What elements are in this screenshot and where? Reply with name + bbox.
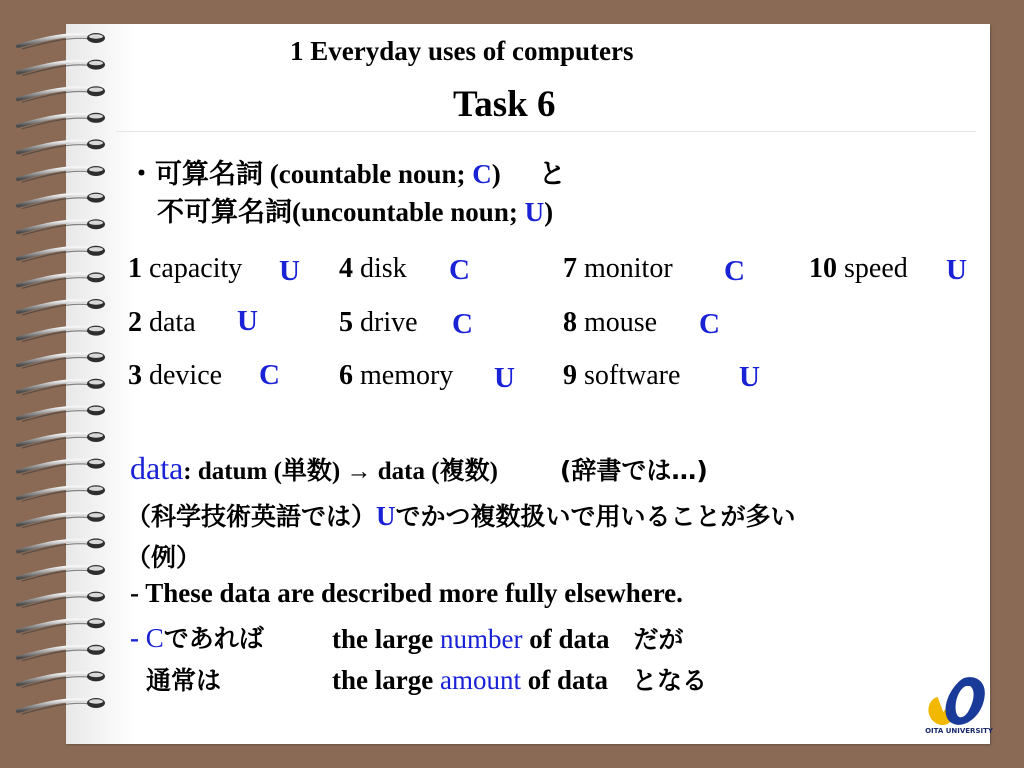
- word-item: [128, 307, 196, 339]
- singular-jp: 単数: [281, 456, 332, 485]
- word-answer: U: [237, 305, 258, 337]
- spiral-binding: [0, 0, 120, 768]
- binding-ring: [18, 326, 105, 342]
- intro-line-2: [157, 190, 553, 229]
- word-text: device: [142, 360, 223, 391]
- binding-ring: [18, 671, 105, 687]
- amount-keyword: amount: [439, 665, 521, 695]
- science-usage-line: [126, 497, 796, 533]
- phrase2-b: of data: [520, 665, 608, 695]
- binding-ring: [18, 698, 105, 714]
- word-number: 6: [339, 360, 353, 391]
- word-number: 2: [128, 307, 142, 338]
- binding-ring: [18, 299, 105, 315]
- word-item: [809, 253, 908, 285]
- word-number: 1: [128, 253, 142, 284]
- word-answer: C: [452, 308, 473, 340]
- binding-ring: [18, 565, 105, 581]
- dictionary-note: (辞書では…): [559, 456, 708, 485]
- word-answer: C: [259, 359, 280, 391]
- data-term: data: [130, 450, 184, 486]
- word-number: 10: [809, 253, 837, 284]
- word-answer: C: [699, 308, 720, 340]
- word-number: 8: [563, 307, 577, 338]
- word-text: memory: [353, 360, 454, 391]
- number-keyword: number: [439, 624, 523, 654]
- phrase2-a: the large: [332, 665, 440, 695]
- binding-ring: [18, 166, 105, 182]
- binding-ring: [18, 379, 105, 395]
- word-item: [339, 253, 407, 285]
- science-code: U: [376, 501, 396, 531]
- word-answer: U: [946, 254, 967, 286]
- word-text: data: [142, 307, 196, 338]
- word-item: [339, 360, 453, 392]
- logo-text: OITA UNIVERSITY: [925, 727, 993, 735]
- and-conjunction: と: [538, 159, 566, 190]
- binding-ring: [18, 139, 105, 155]
- bullet-mark: ・: [128, 159, 155, 190]
- word-item: [339, 307, 418, 339]
- word-answer: C: [724, 255, 745, 287]
- binding-ring: [18, 618, 105, 634]
- binding-ring: [18, 645, 105, 661]
- def-part-b: ) → data (: [331, 458, 440, 485]
- page-title: Task 6: [453, 84, 556, 125]
- section-subtitle: 1 Everyday uses of computers: [290, 36, 634, 66]
- def-part-c: ): [489, 458, 498, 485]
- countable-en-open: (countable noun;: [263, 159, 473, 189]
- countable-en-close: ): [491, 159, 501, 189]
- becomes-jp: となる: [631, 666, 707, 695]
- example-label: （例）: [126, 543, 202, 572]
- binding-ring: [18, 538, 105, 554]
- uncountable-code: U: [524, 197, 545, 227]
- word-item: [563, 307, 657, 339]
- science-english-paren: （科学技術英語では）: [126, 502, 377, 531]
- binding-ring: [18, 86, 105, 102]
- countable-jp-term: 可算名詞: [155, 159, 263, 190]
- uncountable-en-close: ): [544, 197, 554, 227]
- uncountable-jp-term: 不可算名詞: [157, 197, 292, 228]
- c-prefix: -: [130, 623, 146, 653]
- usual-case-jp: 通常は: [146, 666, 222, 695]
- binding-ring: [18, 219, 105, 235]
- word-answer: U: [279, 255, 300, 287]
- word-number: 9: [563, 360, 577, 391]
- binding-ring: [18, 60, 105, 76]
- word-answer: U: [739, 361, 760, 393]
- c-code: C: [145, 623, 164, 653]
- plural-jp: 複数: [439, 456, 490, 485]
- binding-ring: [18, 485, 105, 501]
- binding-ring: [18, 272, 105, 288]
- word-number: 7: [563, 253, 577, 284]
- data-definition-line: [130, 450, 708, 487]
- uncountable-en-open: (uncountable noun;: [292, 197, 525, 227]
- word-number: 4: [339, 253, 353, 284]
- word-number: 5: [339, 307, 353, 338]
- example-sentence: - These data are described more fully elsewhere.: [130, 578, 683, 608]
- word-item: [128, 253, 242, 285]
- word-text: capacity: [142, 253, 243, 284]
- number-phrase: [332, 620, 683, 656]
- binding-ring: [18, 432, 105, 448]
- word-text: mouse: [577, 307, 658, 338]
- binding-ring: [18, 352, 105, 368]
- amount-phrase: [332, 661, 707, 697]
- word-item: [563, 360, 680, 392]
- word-text: disk: [353, 253, 407, 284]
- title-divider: [116, 131, 976, 132]
- binding-ring: [18, 459, 105, 475]
- word-text: drive: [353, 307, 418, 338]
- phrase1-b: of data: [522, 624, 610, 654]
- word-text: monitor: [577, 253, 673, 284]
- binding-ring: [18, 193, 105, 209]
- word-text: software: [577, 360, 681, 391]
- word-answer: U: [494, 362, 515, 394]
- def-part-a: : datum (: [183, 458, 282, 485]
- binding-ring: [18, 33, 105, 49]
- word-item: [563, 253, 673, 285]
- word-number: 3: [128, 360, 142, 391]
- word-answer: C: [449, 254, 470, 286]
- binding-ring: [18, 113, 105, 129]
- phrase1-a: the large: [332, 624, 440, 654]
- c-case-jp: であれば: [163, 624, 264, 653]
- word-item: [128, 360, 222, 392]
- binding-ring: [18, 512, 105, 528]
- word-text: speed: [837, 253, 908, 284]
- countable-case-line: [130, 619, 264, 655]
- intro-line-1: [128, 152, 566, 191]
- binding-ring: [18, 246, 105, 262]
- but-jp: だが: [633, 625, 684, 654]
- binding-ring: [18, 592, 105, 608]
- science-usage-text: でかつ複数扱いで用いることが多い: [395, 502, 796, 531]
- countable-code: C: [472, 159, 492, 189]
- binding-ring: [18, 405, 105, 421]
